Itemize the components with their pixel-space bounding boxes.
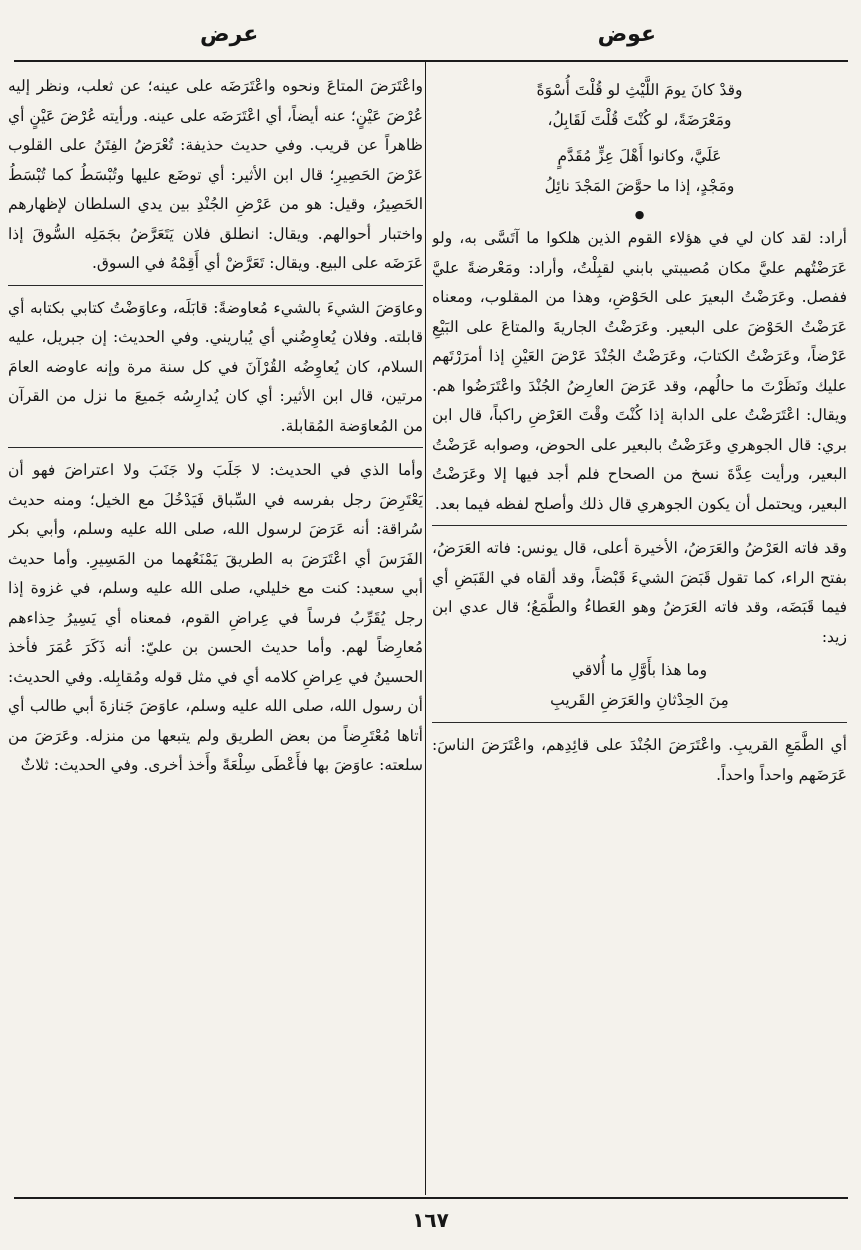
left-column (8, 72, 423, 1192)
page-number: ١٦٧ (412, 1208, 449, 1232)
verse-line: مِنَ الحِدْثانِ والعَرَضِ القَريبِ (550, 691, 729, 709)
verse-line: وقدْ كانَ يومَ اللَّيْثِ لو قُلْتَ أُسْوَةً (536, 81, 743, 99)
paragraph: وقد فاته العَرْضُ والعَرَضُ، الأخيرة أعلى، قال يونس: فاته العَرَضُ، بفتح الراء، كما تقول قَبَضَ الشيءَ قَبْضاً، وقد ألقاه في القَبَضِ أي فيما قَبَضَه، وقد فاته العَرَضُ وهو العَطاءُ والطَّمَعُ؛ قال عدي ابن زيد: (432, 539, 847, 646)
running-head-right: عوض (597, 22, 656, 47)
section-separator (8, 447, 423, 448)
section-separator (432, 525, 847, 526)
ornament-mark: ● (634, 208, 645, 221)
column-divider (425, 62, 426, 1195)
verse-line: عَلَيَّ، وكانوا أَهْلَ عِزٍّ مُقَدَّمٍ (557, 147, 722, 165)
paragraph: أي الطَّمَعِ القريبِ. واعْتَرَضَ الجُنْدَ على قائِدِهم، واعْتَرَضَ الناسَ: عَرَضَهم واحداً واحداً. (432, 736, 847, 784)
verse-block-2 (432, 142, 847, 200)
section-separator (8, 285, 423, 286)
verse-line: ومَجْدٍ، إذا ما حوَّضَ المَجْدَ نائِلُ (544, 177, 735, 195)
page-header (0, 14, 861, 62)
verse-line: ومَعْرَضَةً، لو كُنْتَ قُلْتَ لَقَابِلُ، (547, 111, 732, 129)
paragraph: وعاوَضَ الشيءَ بالشيء مُعاوضةً: قابَلَه، وعاوَضْتُ كتابي بكتابه أي قابلته. وفلان يُعاوِضُني أي يُباريني. وفي الحديث: إن جبريل، عليه السلام، كان يُعاوِضُه القُرْآنَ في كل سنة مرة وإنه عاوضه العامَ مرتين، قال ابن الأثير: أي كان يُدارِسُه جَميعَ ما نزل من القرآن من المُعاوَضة المُقابلة. (8, 298, 423, 435)
right-column (432, 72, 847, 1192)
verse-line: وما هذا بأَوَّلِ ما أُلاقي (571, 661, 708, 679)
verse-block-1 (432, 76, 847, 134)
paragraph: واعْتَرَضَ المتاعَ ونحوه واعْتَرَضَه على عينه؛ عن ثعلب، ونظر إليه عُرْضَ عَيْنٍ؛ عنه أيضاً، أي اعْتَرَضَه على عينه. ورأيته عُرْضَ عَيْنٍ أي ظاهراً عن قريب. وفي حديث حذيفة: تُعْرَضُ الفِتَنُ على القلوب عَرْضَ الحَصِيرِ؛ قال ابن الأثير: أي توضَع عليها وتُبْسَطُ كما تُبْسَطُ الحَصِيرُ، وقيل: هو من عَرْضِ الجُنْدِ بين يدي السلطان لإظهارهم واختبار أحوالهم. ويقال: انطلق فلان يَتَعَرَّضُ بجَمَلِه السُّوقَ إذا عَرَضَه على البيع. ويقال: تَعَرَّضْ أي أَقِمْهُ في السوق. (8, 77, 423, 272)
section-separator (432, 722, 847, 723)
running-head-left: عرض (200, 22, 259, 47)
footer-rule (14, 1197, 848, 1199)
verse-block-3 (432, 656, 847, 714)
header-rule (14, 60, 848, 62)
paragraph: أراد: لقد كان لي في هؤلاء القوم الذين هلكوا ما آتَسَّى به، ولو عَرَضْتُهم عليَّ مكان مُصيبتي بابني لقبِلْتُ، وأراد: ومَعْرضةً عليَّ ففصل. وعَرَضْتُ البعيرَ على الحَوْضِ، وهذا من المقلوب، ومعناه عَرَضْتُ الحَوْضَ على البعير. وعَرَضْتُ الجاريةَ والمتاعَ على البَيْعِ عَرْضاً، وعَرَضْتُ الكتابَ، وعَرَضْتُ الجُنْدَ عَرْضَ العَيْنِ إذا أمرَرْتَهم عليك ونَظَرْتَ ما حالُهم، وقد عَرَضَ العارِضُ الجُنْدَ واعْتَرَضُوا هم. ويقال: اعْتَرَضْتُ على الدابة إذا كُنْتَ وقْتَ العَرْضِ راكباً، قال ابن بري: قال الجوهري وعَرَضْتُ بالبعير على الحوض، وصوابه عَرَضْتُ البعير، ورأيت عِدَّةَ نسخ من الصحاح فلم أجد فيها إلا وعَرَضْتُ البعير، ويحتمل أن يكون الجوهري قال ذلك وأصلح لفظه فيما بعد. (432, 229, 847, 513)
paragraph: وأما الذي في الحديث: لا جَلَبَ ولا جَنَبَ ولا اعتراضَ فهو أن يَعْتَرِضَ رجل بفرسه في السِّباق فَيَدْخُلَ مع الخيل؛ ومنه حديث سُراقة: أنه عَرَضَ لرسول الله، صلى الله عليه وسلم، وأبي بكر الفَرَسَ أي اعْتَرَضَ به الطريقَ يَمْنَعُهما من المَسِيرِ. وأما حديث أبي سعيد: كنت مع خليلي، صلى الله عليه وسلم، في غزوة إذا رجل يُقَرِّبُ فرساً في عِراضِ القوم، فمعناه أي يَسِيرُ حِذاءهم مُعارِضاً لهم. وأما حديث الحسن بن عليّ: أنه ذَكَرَ عُمَرَ فأخذ الحسينُ في عِراضِ كلامه أي في مثل قوله ومُقابِله. وفي الحديث: أن رسول الله، صلى الله عليه وسلم، عاوَضَ جَنازةَ أبي طالب أي أتاها مُعْتَرِضاً من بعض الطريق ولم يتبعها من منزله. وعَرَضَ من سلعته: عاوَضَ بها فأَعْطَى سِلْعَةً وأَخذ أخرى. وفي الحديث: ثلاثٌ (8, 461, 423, 774)
